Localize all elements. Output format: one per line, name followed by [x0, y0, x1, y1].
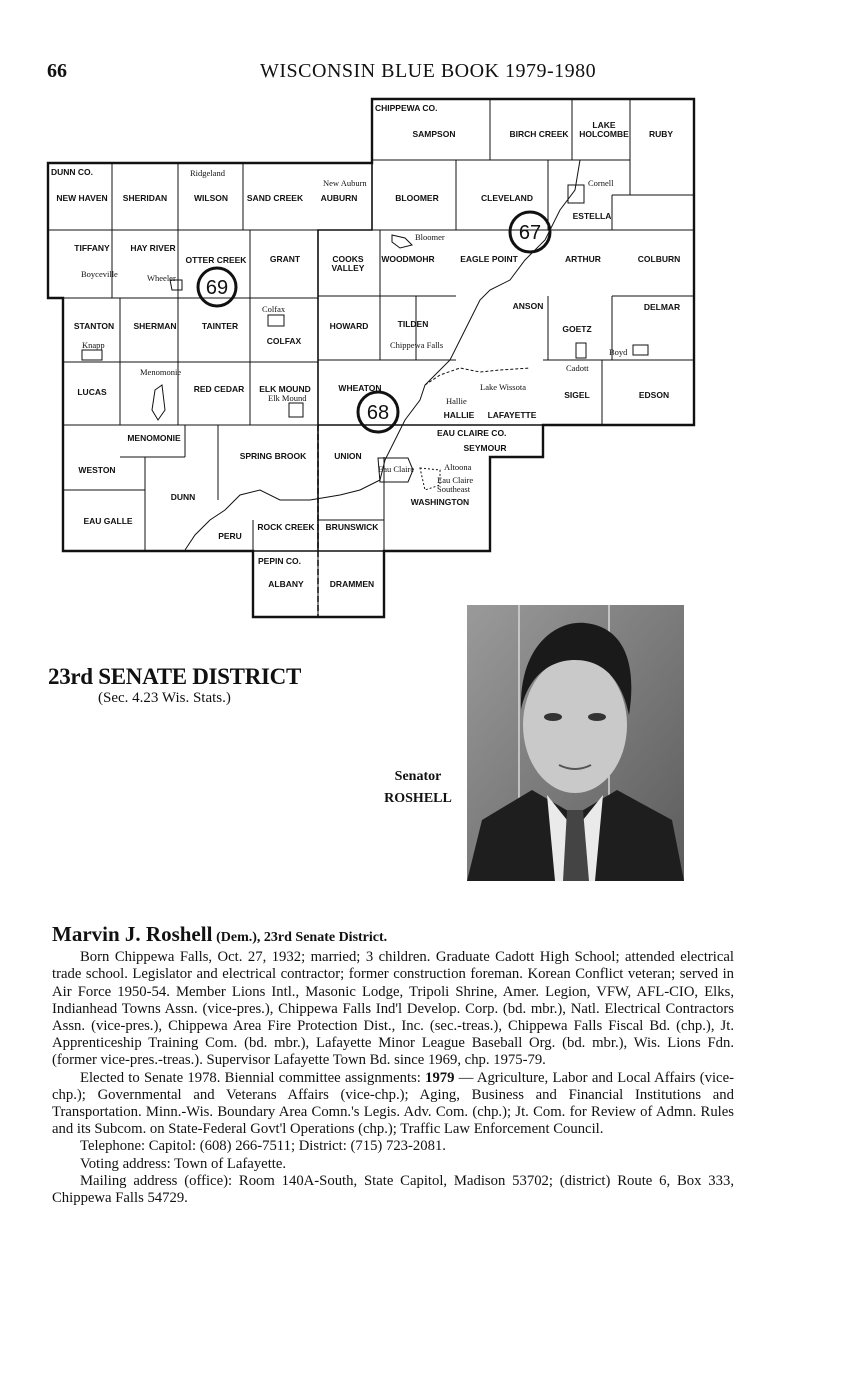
town-label: GRANT — [269, 254, 301, 264]
town-label: OTTER CREEK — [185, 255, 247, 265]
town-label: HALLIE — [443, 410, 475, 420]
bio-committee-year: 1979 — [425, 1069, 455, 1086]
town-label: SHERIDAN — [122, 193, 168, 203]
county-label: EAU CLAIRE CO. — [437, 428, 507, 438]
place-label: Eau Claire — [437, 475, 474, 485]
senate-district-map — [0, 0, 859, 620]
town-label: HOWARD — [329, 321, 369, 331]
town-label: LUCAS — [77, 387, 107, 397]
town-label: WILSON — [194, 193, 228, 203]
bio-committee-lead: Elected to Senate 1978. Biennial committee assignments: — [80, 1069, 426, 1086]
place-label: Altoona — [444, 462, 472, 472]
town-label: WOODMOHR — [381, 254, 435, 264]
town-label: RED CEDAR — [193, 384, 245, 394]
place-label: Boyd — [609, 347, 628, 357]
biography — [52, 922, 734, 1207]
bio-party-district: (Dem.), 23rd Senate District. — [216, 930, 388, 945]
bio-voting-address: Voting address: Town of Lafayette. — [80, 1155, 287, 1172]
senator-surname: ROSHELL — [384, 791, 452, 806]
place-label: Boyceville — [81, 269, 118, 279]
town-label: COLBURN — [637, 254, 681, 264]
county-label: CHIPPEWA CO. — [375, 103, 438, 113]
town-label: ALBANY — [268, 579, 304, 589]
town-label: COLFAX — [266, 336, 302, 346]
place-label: Hallie — [446, 396, 467, 406]
place-label: Cornell — [588, 178, 614, 188]
town-label: TILDEN — [397, 319, 429, 329]
town-label: SEYMOUR — [463, 443, 507, 453]
assembly-district-69: 69 — [205, 277, 229, 299]
place-label: Menomonie — [140, 367, 182, 377]
town-label: EAU GALLE — [83, 516, 133, 526]
town-label: EDSON — [638, 390, 670, 400]
county-label: PEPIN CO. — [258, 556, 301, 566]
place-label: Eau Claire — [378, 464, 415, 474]
bio-heading — [52, 922, 734, 946]
bio-telephone: Telephone: Capitol: (608) 266-7511; District: (715) 723-2081. — [80, 1138, 446, 1155]
place-label: Cadott — [566, 363, 589, 373]
town-label: EAGLE POINT — [460, 254, 518, 264]
bio-committee-list: — Agriculture, Labor and Local Affairs (vice-chp.); Governmental and Veterans Affairs (vice-chp.); Aging, Business and Financial Institutions and Transportation. Minn.-Wis. Boundary Area Comn.'s Legis. Adv. Com. (chp.); Jt. Com. for Review of Admn. Rules and its Subcom. on State-Federal Govt'l Operations (chp.); Traffic Law Enforcement Council. — [52, 1069, 734, 1138]
place-label: Chippewa Falls — [390, 340, 444, 350]
assembly-district-68: 68 — [366, 402, 390, 424]
place-label: Elk Mound — [268, 393, 307, 403]
place-label: Knapp — [82, 340, 105, 350]
town-label: SHERMAN — [133, 321, 177, 331]
district-title: 23rd SENATE DISTRICT — [48, 664, 302, 689]
town-label: ESTELLA — [572, 211, 612, 221]
town-label: LAKE — [592, 120, 616, 130]
running-title: WISCONSIN BLUE BOOK 1979-1980 — [260, 60, 597, 82]
town-label: RUBY — [648, 129, 674, 139]
town-label: HOLCOMBE — [579, 129, 629, 139]
place-label: Ridgeland — [190, 168, 225, 178]
town-label: COOKS — [332, 254, 364, 264]
place-label: Lake Wissota — [480, 382, 527, 392]
town-label: WASHINGTON — [410, 497, 470, 507]
town-label: ANSON — [512, 301, 544, 311]
town-label: ELK MOUND — [259, 384, 311, 394]
town-label: DELMAR — [643, 302, 681, 312]
assembly-district-67: 67 — [518, 222, 542, 244]
bio-paragraph-background: Born Chippewa Falls, Oct. 27, 1932; married; 3 children. Graduate Cadott High School; attended electrical trade school. Legislator and electrical contractor; former construction foreman. Korean Conflict veteran; served in Air Force 1950-54. Member Lions Intl., Masonic Lodge, Tripoli Shrine, Amer. Legion, VFW, AFL-CIO, Elks, Indianhead Towns Assn. (vice-pres.), Chippewa Falls Ind'l Develop. Corp. (bd. mbr.), Natl. Electrical Contractors Assn. (vice-pres.), Chippewa Area Fire Protection Dist., Inc. (sec.-treas.), Chippewa Falls Fiscal Bd. (chp.), Jt. Apprenticeship Training Com. (bd. mbr.), Lafayette Minor League Baseball Org. (bd. mbr.), Wis. Lions Fdn. (former vice-pres.-treas.). Supervisor Lafayette Town Bd. since 1969, chp. 1975-79. — [52, 949, 734, 1069]
town-label: SPRING BROOK — [239, 451, 307, 461]
town-label: UNION — [334, 451, 362, 461]
town-label: BIRCH CREEK — [509, 129, 569, 139]
town-label: GOETZ — [562, 324, 592, 334]
town-label: SAMPSON — [412, 129, 456, 139]
town-label: TIFFANY — [74, 243, 110, 253]
bio-paragraph-committees — [52, 1070, 734, 1139]
town-label: WHEATON — [338, 383, 382, 393]
town-label: CLEVELAND — [481, 193, 533, 203]
town-label: BLOOMER — [395, 193, 439, 203]
town-label: AUBURN — [320, 193, 358, 203]
town-label: HAY RIVER — [130, 243, 176, 253]
place-label: Bloomer — [415, 232, 445, 242]
town-label: ARTHUR — [565, 254, 601, 264]
senator-title: Senator — [394, 769, 442, 784]
county-line-chippewa-dunn — [318, 163, 372, 551]
town-label: STANTON — [73, 321, 115, 331]
town-label: NEW HAVEN — [56, 193, 108, 203]
town-label: DRAMMEN — [329, 579, 375, 589]
town-label: VALLEY — [331, 263, 365, 273]
bio-name: Marvin J. Roshell — [52, 922, 213, 946]
bio-mailing-address: Mailing address (office): Room 140A-South, State Capitol, Madison 53702; (district) Route 6, Box 333, Chippewa Falls 54729. — [52, 1172, 734, 1207]
town-label: MENOMONIE — [127, 433, 181, 443]
town-label: LAFAYETTE — [487, 410, 537, 420]
place-label: Southeast — [437, 484, 471, 494]
place-label: Colfax — [262, 304, 286, 314]
town-label: SIGEL — [564, 390, 590, 400]
district-statute: (Sec. 4.23 Wis. Stats.) — [98, 690, 231, 706]
town-label: DUNN — [170, 492, 196, 502]
page-number: 66 — [47, 60, 67, 82]
county-label: DUNN CO. — [51, 167, 94, 177]
town-label: WESTON — [78, 465, 116, 475]
town-label: BRUNSWICK — [325, 522, 379, 532]
town-label: SAND CREEK — [246, 193, 304, 203]
place-label: Wheeler — [147, 273, 176, 283]
senator-photo — [467, 605, 684, 881]
place-label: New Auburn — [323, 178, 367, 188]
town-label: PERU — [218, 531, 242, 541]
town-label: TAINTER — [201, 321, 239, 331]
town-label: ROCK CREEK — [257, 522, 315, 532]
senator-caption — [372, 766, 464, 810]
